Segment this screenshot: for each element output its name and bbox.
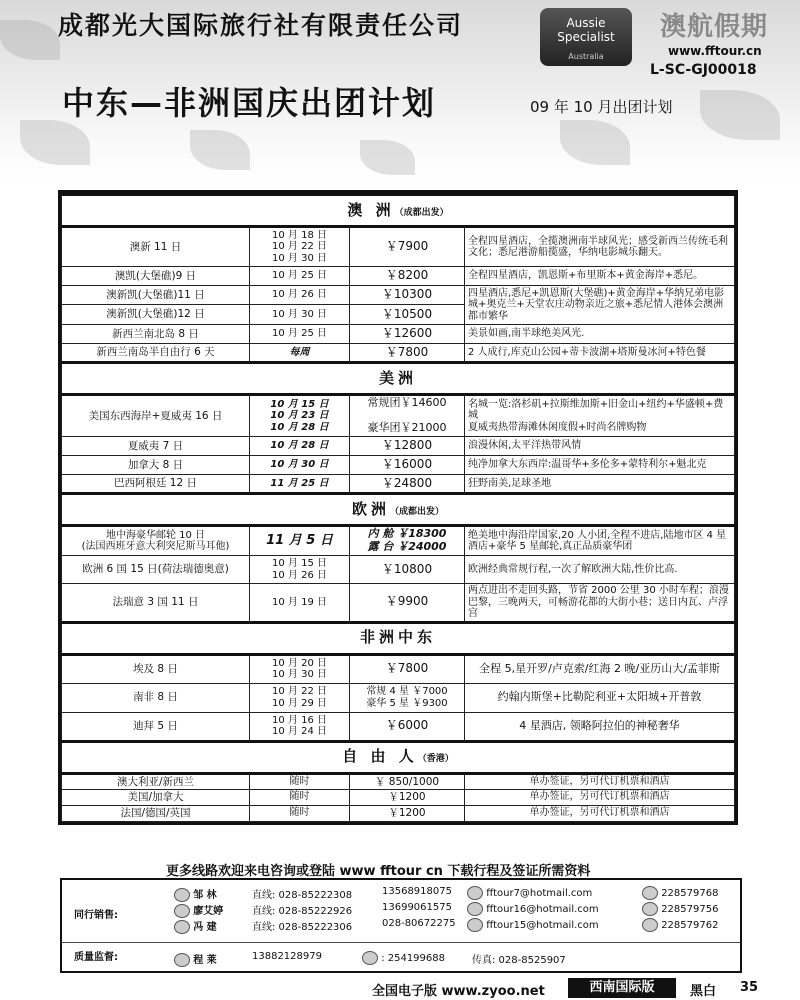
page-number: 35	[740, 980, 759, 995]
features: 欧洲经典常规行程,一次了解欧洲大陆,性价比高.	[465, 556, 735, 584]
table-row	[62, 456, 735, 475]
route-name: 夏威夷 7 日	[62, 437, 250, 456]
avatar-icon	[174, 888, 190, 902]
contact-qq: : 254199688	[381, 953, 445, 964]
qq-icon	[642, 918, 658, 932]
table-row	[62, 654, 735, 683]
departure-date: 10 月 30 日	[250, 456, 350, 475]
section-title: 自 由 人	[342, 747, 418, 766]
section-title: 澳 洲	[347, 200, 395, 219]
tour-schedule-table	[58, 190, 738, 825]
price: ￥16000	[350, 456, 465, 475]
departure-date: 10 月 15 日 10 月 26 日	[250, 556, 350, 584]
price: ￥7800	[350, 344, 465, 363]
route-name: 迪拜 5 日	[62, 712, 250, 741]
features: 2 人成行,库克山公园+蒂卡波湖+塔斯曼冰河+特色餐	[465, 344, 735, 363]
route-name: 欧洲 6 国 15 日(荷法瑞德奥意)	[62, 556, 250, 584]
contact-qq: 228579756	[661, 904, 719, 915]
price: ￥7800	[350, 654, 465, 683]
table-row	[62, 325, 735, 344]
section-title: 欧洲	[351, 499, 390, 518]
price: ￥10500	[350, 305, 465, 325]
section-europe	[62, 494, 735, 526]
edition-badge: 西南国际版	[568, 978, 676, 998]
contact-mobile: 13882128979	[252, 951, 322, 962]
license-code: L-SC-GJ00018	[650, 62, 757, 78]
features: 单办签证，另可代订机票和酒店	[465, 773, 735, 789]
price: ￥7900	[350, 227, 465, 267]
table-row	[62, 286, 735, 305]
table-row	[62, 395, 735, 437]
table-row	[62, 267, 735, 286]
contact-name: 冯 建	[193, 922, 217, 933]
features: 四星酒店,悉尼+凯恩斯(大堡礁)+黄金海岸+华纳兄弟电影城+奥克兰+天堂农庄动物亲近之旅+悉尼情人港体会澳洲都市繁华	[465, 286, 735, 325]
section-title: 美洲	[378, 368, 417, 387]
departure-date: 随时	[250, 789, 350, 805]
features: 全程四星酒店，全揽澳洲南半球风光；感受新西兰传统毛利文化；悉尼港游船揽盛，华纳电影城乐翻天。	[465, 227, 735, 267]
departure-date: 10 月 30 日	[250, 305, 350, 325]
features: 美景如画,南半球绝美风光.	[465, 325, 735, 344]
footer	[0, 978, 800, 1000]
price: ￥8200	[350, 267, 465, 286]
price: ￥ 850/1000	[350, 773, 465, 789]
avatar-icon	[174, 953, 190, 967]
departure-date: 随时	[250, 805, 350, 821]
table-row	[62, 344, 735, 363]
departure-date: 10 月 25 日	[250, 325, 350, 344]
departure-date: 10 月 15 日 10 月 23 日 10 月 28 日	[250, 395, 350, 437]
contact-phone: 直线: 028-85222926	[252, 906, 353, 917]
header-banner	[0, 0, 800, 185]
avatar-icon	[174, 904, 190, 918]
features: 全程 5,星开罗/卢克索/红海 2 晚/亚历山大/孟菲斯	[465, 654, 735, 683]
departure-date: 10 月 22 日 10 月 29 日	[250, 683, 350, 712]
contact-qq: 228579762	[661, 920, 719, 931]
route-name: 澳凯(大堡礁)9 日	[62, 267, 250, 286]
quality-label: 质量监督:	[74, 952, 118, 963]
leaf-decoration	[700, 90, 780, 140]
departure-date: 11 月 25 日	[250, 475, 350, 494]
departure-date: 10 月 18 日 10 月 22 日 10 月 30 日	[250, 227, 350, 267]
print-color: 黑白	[690, 984, 717, 999]
leaf-decoration	[360, 140, 415, 175]
route-name: 澳大利亚/新西兰	[62, 773, 250, 789]
features: 全程四星酒店，凯恩斯+布里斯本+黄金海岸+悉尼。	[465, 267, 735, 286]
price: ￥10300	[350, 286, 465, 305]
route-name: 新西兰南岛半自由行 6 天	[62, 344, 250, 363]
contact-mobile: 13699061575	[382, 902, 452, 913]
leaf-decoration	[20, 120, 90, 165]
route-name: 澳新凯(大堡礁)12 日	[62, 305, 250, 325]
features: 约翰内斯堡+比勒陀利亚+太阳城+开普敦	[465, 683, 735, 712]
contact-mobile: 13568918075	[382, 886, 452, 897]
features: 狂野南美,足球圣地	[465, 475, 735, 494]
features: 两点进出不走回头路，节省 2000 公里 30 小时车程；浪漫巴黎，三晚两天，可畅游花都的大街小巷；送日内瓦、卢浮宫	[465, 584, 735, 623]
section-note: （香港）	[417, 754, 454, 765]
brand-logo: 澳航假期	[660, 12, 769, 42]
contact-phone: 直线: 028-85222306	[252, 922, 353, 933]
departure-date: 10 月 25 日	[250, 267, 350, 286]
route-name: 法瑞意 3 国 11 日	[62, 584, 250, 623]
avatar-icon	[467, 886, 483, 900]
qq-icon	[362, 951, 378, 965]
contact-mobile: 028-80672275	[382, 918, 456, 929]
price: 常规团￥14600 豪华团￥21000	[350, 395, 465, 437]
departure-date: 10 月 20 日 10 月 30 日	[250, 654, 350, 683]
features: 单办签证，另可代订机票和酒店	[465, 805, 735, 821]
section-africa-middle-east	[62, 622, 735, 654]
section-free-travel	[62, 741, 735, 773]
price: ￥12600	[350, 325, 465, 344]
table-row	[62, 227, 735, 267]
section-note: （成都出发）	[394, 207, 449, 218]
section-americas	[62, 363, 735, 395]
more-info-text: 更多线路欢迎来电咨询或登陆 www fftour cn 下载行程及签证所需资料	[166, 864, 591, 879]
contact-name: 程 莱	[193, 955, 217, 966]
contact-fax: 传真: 028-8525907	[472, 955, 566, 966]
badge-line1: Aussie	[566, 16, 606, 30]
price: ￥12800	[350, 437, 465, 456]
section-australia	[62, 195, 735, 227]
route-name: 埃及 8 日	[62, 654, 250, 683]
avatar-icon	[174, 920, 190, 934]
contact-box	[60, 878, 742, 973]
contact-email[interactable]: fftour7@hotmail.com	[486, 888, 593, 899]
departure-date: 随时	[250, 773, 350, 789]
features: 4 星酒店, 领略阿拉伯的神秘奢华	[465, 712, 735, 741]
departure-date: 10 月 26 日	[250, 286, 350, 305]
departure-date: 10 月 16 日 10 月 24 日	[250, 712, 350, 741]
price: ￥9900	[350, 584, 465, 623]
contact-phone: 直线: 028-85222308	[252, 890, 353, 901]
price: ￥6000	[350, 712, 465, 741]
price: ￥24800	[350, 475, 465, 494]
contact-name: 邹 林	[193, 890, 217, 901]
features: 浪漫休闲,太平洋热带风情	[465, 437, 735, 456]
badge-line2: Specialist	[557, 30, 615, 44]
table-row	[62, 773, 735, 789]
contact-name: 廖艾婷	[193, 906, 224, 917]
route-name: 南非 8 日	[62, 683, 250, 712]
table-row	[62, 789, 735, 805]
route-name: 美国/加拿大	[62, 789, 250, 805]
route-name: 加拿大 8 日	[62, 456, 250, 475]
route-name: 巴西阿根廷 12 日	[62, 475, 250, 494]
table-row	[62, 683, 735, 712]
footer-website[interactable]: 全国电子版 www.zyoo.net	[372, 984, 545, 999]
website-url: www.fftour.cn	[668, 44, 762, 58]
features: 名城一览:洛杉矶+拉斯维加斯+旧金山+纽约+华盛顿+费城 夏威夷热带海滩休闲度假+时尚名牌购物	[465, 395, 735, 437]
avatar-icon	[467, 918, 483, 932]
contact-email[interactable]: fftour16@hotmail.com	[486, 904, 599, 915]
price: 内 舱 ￥18300 露 台 ￥24000	[350, 526, 465, 556]
price: 常规 4 星 ￥7000 豪华 5 星 ￥9300	[350, 683, 465, 712]
departure-date: 11 月 5 日	[250, 526, 350, 556]
qq-icon	[642, 902, 658, 916]
page-title: 中东—非洲国庆出团计划	[62, 84, 437, 122]
section-title: 非洲中东	[359, 628, 436, 647]
avatar-icon	[467, 902, 483, 916]
route-name: 地中海豪华邮轮 10 日 (法国西班牙意大利突尼斯马耳他)	[62, 526, 250, 556]
table-row	[62, 712, 735, 741]
departure-date: 每周	[250, 344, 350, 363]
price: ￥1200	[350, 789, 465, 805]
price: ￥10800	[350, 556, 465, 584]
section-note: （成都出发）	[390, 506, 445, 517]
divider	[62, 942, 740, 943]
page-subtitle: 09 年 10 月出团计划	[530, 98, 673, 116]
badge-sub: Australia	[568, 52, 604, 61]
features: 绝美地中海沿岸国家,20 人小团,全程不进店,陆地市区 4 星酒店+豪华 5 星邮轮,真正品质豪华团	[465, 526, 735, 556]
features: 纯净加拿大东西岸:温哥华+多伦多+蒙特利尔+魁北克	[465, 456, 735, 475]
departure-date: 10 月 28 日	[250, 437, 350, 456]
table-row	[62, 556, 735, 584]
features: 单办签证，另可代订机票和酒店	[465, 789, 735, 805]
route-name: 美国东西海岸+夏威夷 16 日	[62, 395, 250, 437]
contact-email[interactable]: fftour15@hotmail.com	[486, 920, 599, 931]
route-name: 澳新 11 日	[62, 227, 250, 267]
sales-label: 同行销售:	[74, 910, 118, 921]
contact-qq: 228579768	[661, 888, 719, 899]
table-row	[62, 526, 735, 556]
price: ￥1200	[350, 805, 465, 821]
route-name: 新西兰南北岛 8 日	[62, 325, 250, 344]
table-row	[62, 437, 735, 456]
route-name: 法国/德国/英国	[62, 805, 250, 821]
leaf-decoration	[0, 20, 60, 60]
company-name: 成都光大国际旅行社有限责任公司	[58, 11, 464, 40]
leaf-decoration	[560, 120, 630, 165]
route-name: 澳新凯(大堡礁)11 日	[62, 286, 250, 305]
qq-icon	[642, 886, 658, 900]
departure-date: 10 月 19 日	[250, 584, 350, 623]
aussie-specialist-logo	[540, 8, 632, 66]
table-row	[62, 475, 735, 494]
table-row	[62, 584, 735, 623]
table-row	[62, 805, 735, 821]
leaf-decoration	[190, 130, 250, 170]
